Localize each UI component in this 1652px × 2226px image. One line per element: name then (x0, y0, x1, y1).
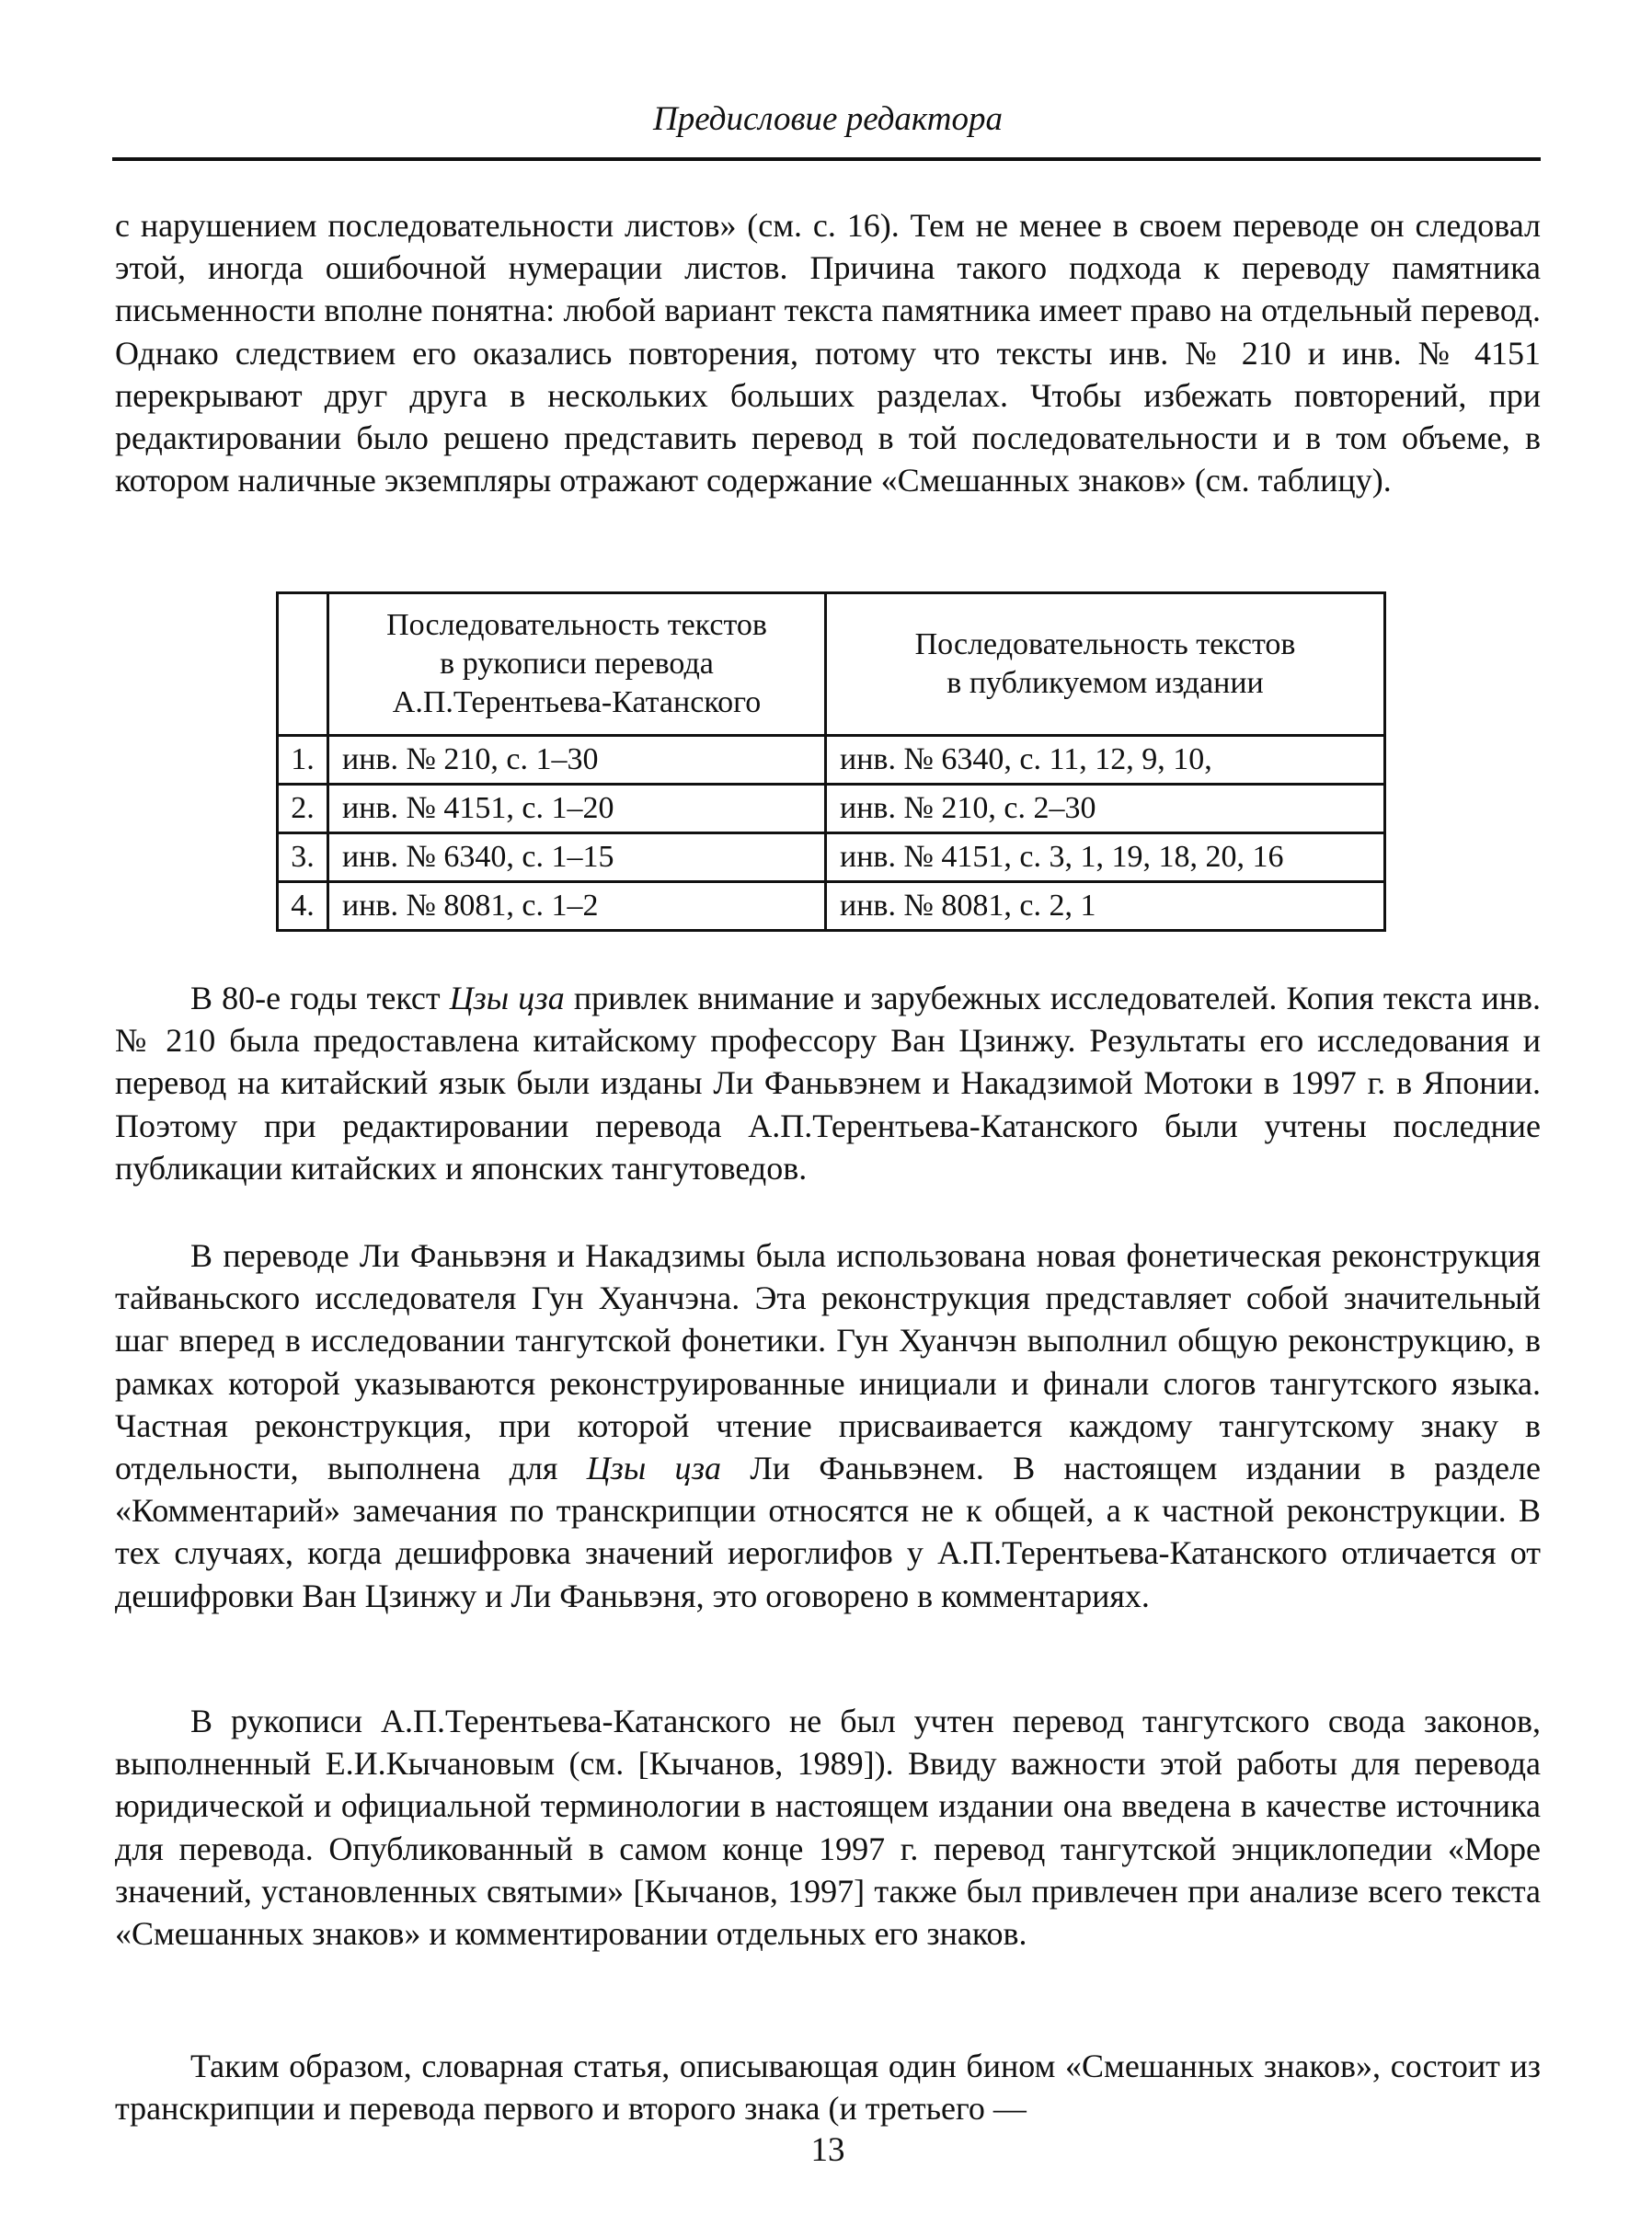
row-edition-text: инв. № 4151, с. 3, 1, 19, 18, 20, 16 (826, 833, 1385, 882)
paragraph-2-text: В 80-е годы текст (190, 980, 450, 1016)
row-edition-text: инв. № 8081, с. 2, 1 (826, 882, 1385, 931)
table-header-col2 (826, 593, 1385, 736)
paragraph-5: Таким образом, словарная статья, описывающая один бином «Смешанных знаков», состоит из транскрипции и перевода первого и второго знака (и третьего — (115, 2048, 1541, 2128)
paragraph-2 (115, 977, 1541, 1189)
header-rule (112, 157, 1541, 161)
paragraph-3 (115, 1234, 1541, 1617)
header-col2-line: в публикуемом издании (946, 666, 1264, 700)
paragraph-4: В рукописи А.П.Терентьева-Катанского не был учтен перевод тангутского свода законов, выполненный Е.И.Кычановым (см. [Кычанов, 1989]). Ввиду важности этой работы для перевода юридической и официальной терминологии в настоящем издании она введена в качестве источника для перевода. Опубликованный в самом конце 1997 г. перевод тангутской энциклопедии «Море значений, установленных святыми» [Кычанов, 1997] также был привлечен при анализе всего текста «Смешанных знаков» и комментировании отдельных его знаков. (115, 1703, 1541, 1953)
paragraph-3-text: В переводе Ли Фаньвэня и Накадзимы была использована новая фонетическая реконструкция тайваньского исследователя Гун Хуанчэна. Эта реконструкция представляет собой значительный шаг вперед в исследовании тангутской фонетики. Гун Хуанчэн выполнил общую реконструкцию, в рамках которой указываются реконструированные инициали и финали слогов тангутского языка. Частная реконструкция, при которой чтение присваивается каждому тангутскому знаку в отдельности, выполнена для (115, 1237, 1541, 1487)
paragraph-2-text: привлек внимание и зарубежных исследователей. Копия текста инв. № 210 была предоставлена китайскому профессору Ван Цзинжу. Результаты его исследования и перевод на китайский язык были изданы Ли Фаньвэнем и Накадзимой Мотоки в 1997 г. в Японии. Поэтому при редактировании перевода А.П.Терентьева-Катанского были учтены последние публикации китайских и японских тангутоведов. (115, 980, 1541, 1187)
row-manuscript-text: инв. № 210, с. 1–30 (328, 736, 826, 785)
text-sequence-table (276, 591, 1386, 932)
row-manuscript-text: инв. № 4151, с. 1–20 (328, 785, 826, 833)
table-header-row (278, 593, 1385, 736)
header-col1-line: Последовательность текстов (386, 608, 767, 642)
table-header-num (278, 593, 328, 736)
paragraph-3-text: Ли Фаньвэнем. В настоящем издании в разделе «Комментарий» замечания по транскрипции относятся не к общей, а к частной реконструкции. В тех случаях, когда дешифровка значений иероглифов у А.П.Терентьева-Катанского отличается от дешифровки Ван Цзинжу и Ли Фаньвэня, это оговорено в комментариях. (115, 1450, 1541, 1614)
row-edition-text: инв. № 6340, с. 11, 12, 9, 10, (826, 736, 1385, 785)
table-row (278, 736, 1385, 785)
table-row (278, 785, 1385, 833)
header-col1-line: А.П.Терентьева-Катанского (392, 685, 762, 719)
row-number: 3. (278, 833, 328, 882)
header-col1-line: в рукописи перевода (440, 647, 714, 681)
row-number: 1. (278, 736, 328, 785)
paragraph-1: с нарушением последовательности листов» (см. с. 16). Тем не менее в своем переводе он следовал этой, иногда ошибочной нумерации листов. Причина такого подхода к переводу памятника письменности вполне понятна: любой вариант текста памятника имеет право на отдельный перевод. Однако следствием его оказались повторения, потому что тексты инв. № 210 и инв. № 4151 перекрывают друг друга в нескольких больших разделах. Чтобы избежать повторений, при редактировании было решено представить перевод в той последовательности и в том объеме, в котором наличные экземпляры отражают содержание «Смешанных знаков» (см. таблицу). (115, 207, 1541, 499)
title-tszy-tsza: Цзы цза (449, 980, 565, 1016)
row-manuscript-text: инв. № 6340, с. 1–15 (328, 833, 826, 882)
running-head: Предисловие редактора (653, 100, 1003, 138)
page-number: 13 (810, 2131, 845, 2169)
row-manuscript-text: инв. № 8081, с. 1–2 (328, 882, 826, 931)
row-number: 2. (278, 785, 328, 833)
table-row (278, 833, 1385, 882)
table-row (278, 882, 1385, 931)
table-header-col1 (328, 593, 826, 736)
row-edition-text: инв. № 210, с. 2–30 (826, 785, 1385, 833)
row-number: 4. (278, 882, 328, 931)
header-col2-line: Последовательность текстов (914, 627, 1296, 661)
title-tszy-tsza: Цзы цза (586, 1450, 722, 1487)
